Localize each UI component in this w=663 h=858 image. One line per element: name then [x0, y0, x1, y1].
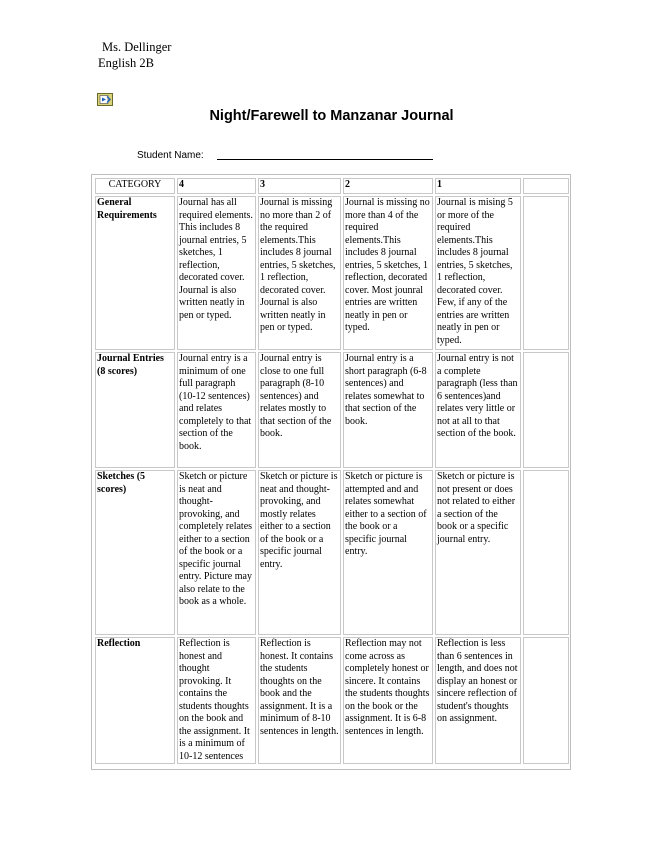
table-cell: Journal is mising 5 or more of the required elements.This includes 8 journal entries, 5 sketches, 1 reflection, decorated cover. Few, if any of the entries are written neatly in pen or typed. [435, 196, 521, 350]
table-cell [523, 352, 569, 468]
course-name: English 2B [98, 56, 154, 70]
table-cell [523, 470, 569, 635]
column-header-4: 4 [177, 178, 256, 194]
column-header-3: 3 [258, 178, 341, 194]
table-cell: Reflection is less than 6 sentences in length, and does not display an honest or sincere reflection of student's thoughts on assignment. [435, 637, 521, 764]
table-cell: Journal is missing no more than 2 of the required elements.This includes 8 journal entries, 5 sketches, 1 reflection, decorated cover. Journal is also written neatly in pen or typed. [258, 196, 341, 350]
student-name-label: Student Name: [137, 150, 204, 161]
student-name-line[interactable] [217, 159, 433, 160]
row-category: General Requirements [95, 196, 175, 350]
row-category: Sketches (5 scores) [95, 470, 175, 635]
table-row [95, 196, 569, 350]
table-cell: Journal entry is a minimum of one full paragraph (10-12 sentences) and relates completely to that section of the book. [177, 352, 256, 468]
rubric-header-row [95, 178, 569, 194]
table-cell: Journal entry is a short paragraph (6-8 sentences) and relates somewhat to that section of the book. [343, 352, 433, 468]
table-cell: Sketch or picture is not present or does not related to either a section of the book or a specific journal entry. [435, 470, 521, 635]
teacher-name: Ms. Dellinger [102, 40, 172, 54]
rubric-table-frame [91, 174, 571, 770]
column-header-blank [523, 178, 569, 194]
table-cell: Sketch or picture is attempted and and relates somewhat either to a section of the book or a specific journal entry. [343, 470, 433, 635]
column-header-1: 1 [435, 178, 521, 194]
column-header-2: 2 [343, 178, 433, 194]
table-cell: Journal is missing no more than 4 of the required elements.This includes 8 journal entries, 5 sketches, 1 reflection, decorated cover. Most jounral entries are written neatly in pen or typed. [343, 196, 433, 350]
page-title: Night/Farewell to Manzanar Journal [209, 108, 454, 124]
table-cell: Reflection is honest. It contains the students thoughts on the book and the assignment. It is a minimum of 8-10 sentences in length. [258, 637, 341, 764]
document-arrow-icon[interactable] [97, 93, 113, 106]
table-cell: Journal entry is close to one full paragraph (8-10 sentences) and relates mostly to that section of the book. [258, 352, 341, 468]
row-category: Reflection [95, 637, 175, 764]
table-cell: Sketch or picture is neat and thought-provoking, and completely relates either to a section of the book or a specific journal entry. Picture may also relate to the book as a whole. [177, 470, 256, 635]
table-row [95, 470, 569, 635]
table-cell: Reflection is honest and thought provoking. It contains the students thoughts on the book and the assignment. It is a minimum of 10-12 sentences [177, 637, 256, 764]
column-header-category: CATEGORY [95, 178, 175, 194]
rubric-table [93, 176, 571, 766]
table-cell: Journal entry is not a complete paragraph (less than 6 sentences)and relates very little or not at all to that section of the book. [435, 352, 521, 468]
table-cell: Reflection may not come across as completely honest or sincere. It contains the students thoughts on the book or the assignment. It is 6-8 sentences in length. [343, 637, 433, 764]
table-row [95, 352, 569, 468]
table-cell: Sketch or picture is neat and thought-provoking, and mostly relates either to a section of the book or a specific journal entry. [258, 470, 341, 635]
table-cell: Journal has all required elements. This includes 8 journal entries, 5 sketches, 1 reflection, decorated cover. Journal is also written neatly in pen or typed. [177, 196, 256, 350]
row-category: Journal Entries (8 scores) [95, 352, 175, 468]
table-cell [523, 637, 569, 764]
table-cell [523, 196, 569, 350]
table-row [95, 637, 569, 764]
